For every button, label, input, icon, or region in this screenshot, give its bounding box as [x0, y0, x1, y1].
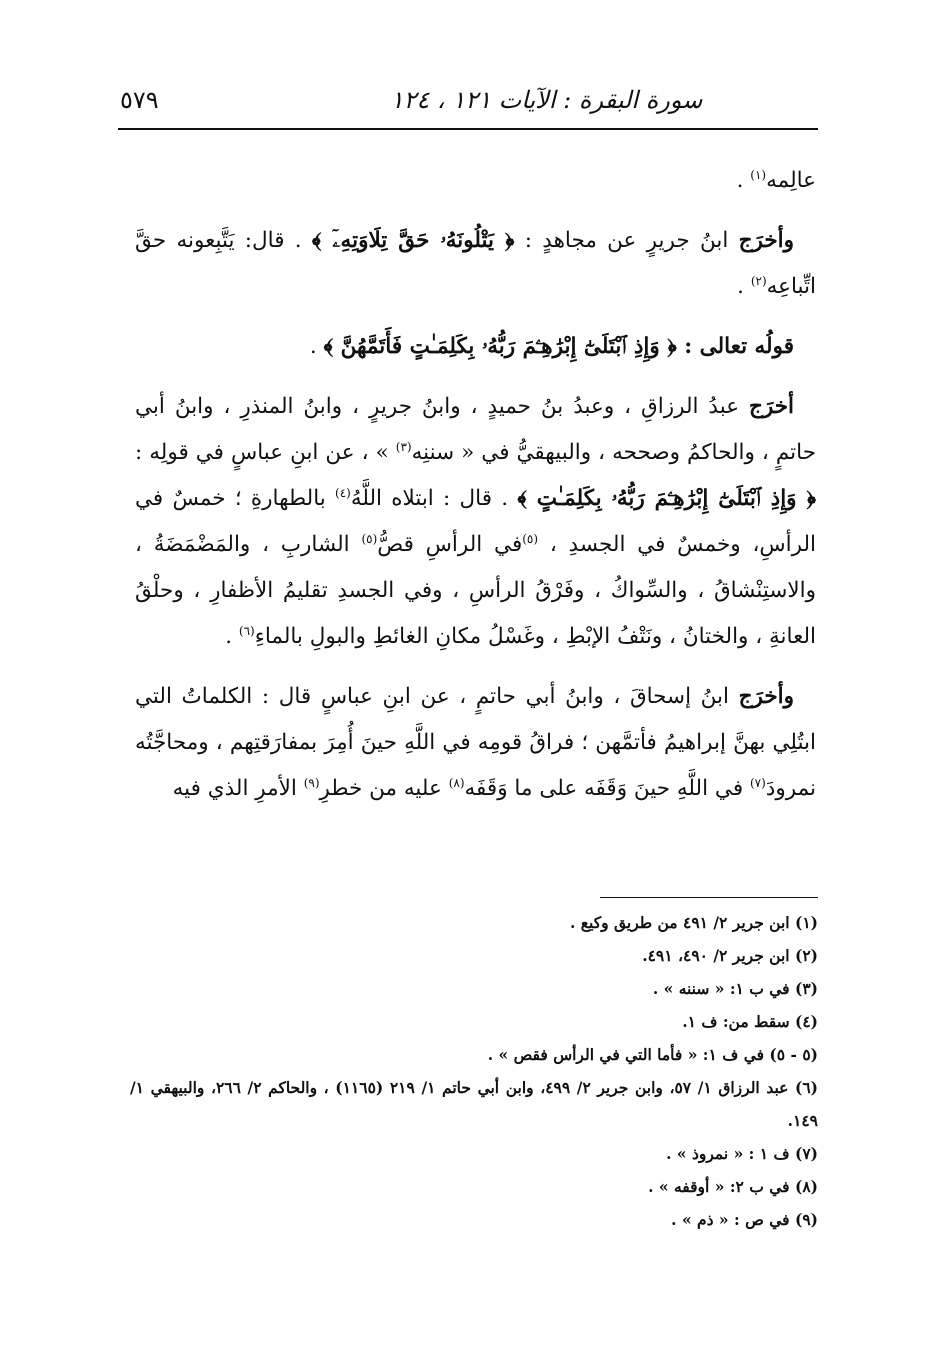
paragraph-text: . قال: يَتَّبِعونه حقَّ اتِّباعِه: [135, 228, 816, 299]
running-title: سورة البقرة : الآيات ١٢١ ، ١٢٤: [390, 86, 703, 114]
quran-quote: ﴿ وَإِذِ ٱبْتَلَىٰٓ إِبْرَٰهِـۧمَ رَبُّهُۥ بِكَلِمَـٰتٍ فَأَتَمَّهُنَّ ﴾: [323, 334, 677, 359]
paragraph-verse-heading: [135, 324, 816, 370]
paragraph-text: . قال : ابتلاه اللَّهُ: [350, 486, 518, 511]
footnote-ref: (٥): [522, 531, 539, 546]
footnote-ref: (١): [750, 167, 767, 182]
paragraph-text: » ، عن ابنِ عباسٍ في قولِه :: [135, 440, 396, 465]
paragraph-lead: وأخرَج: [738, 228, 794, 253]
footnote-ref: (٧): [749, 775, 766, 790]
footnote-ref: (٥): [361, 531, 378, 546]
paragraph-end: .: [737, 274, 751, 299]
paragraph-text: عالِمه: [766, 168, 816, 193]
paragraph-text: بالطهارةِ ؛ خمسٌ في الرأسِ، وخمسٌ في الجسدِ ،: [135, 486, 816, 557]
footnote-9: (٩) في ص : « ذم » .: [671, 1210, 818, 1229]
paragraph-text: في اللَّهِ حينَ وَقَفَه على ما وَقَفَه: [464, 776, 750, 801]
footnote-6: (٦) عبد الرزاق ١/ ٥٧، وابن جرير ٢/ ٤٩٩، وابن أبي حاتم ١/ ٢١٩ (١١٦٥) ، والحاكم ٢/ ٢٦٦، والبيهقي ١/ ١٤٩.: [130, 1078, 818, 1130]
paragraph-text: عليه من خطرِ: [319, 776, 449, 801]
paragraph-continuation: [135, 158, 816, 204]
paragraph-ibn-abbas: [135, 384, 816, 660]
paragraph-ibn-ishaq: [135, 674, 816, 812]
quran-quote: ﴿ يَتْلُونَهُۥ حَقَّ تِلَاوَتِهِۦٓ ﴾: [311, 228, 515, 253]
footnote-5: (٥ - ٥) في ف ١: « فأما التي في الرأس فقص » .: [487, 1045, 818, 1064]
footnote-ref: (٩): [303, 775, 320, 790]
paragraph-text: في الرأسِ قصُّ: [377, 532, 523, 557]
footnote-8: (٨) في ب ٢: « أوقفه » .: [648, 1177, 818, 1196]
paragraph-end: .: [309, 334, 324, 359]
paragraph-text: الأمرِ الذي فيه: [172, 776, 304, 801]
page-header: [120, 82, 813, 122]
paragraph-end: .: [225, 624, 239, 649]
paragraph-lead: وأخرَج: [738, 684, 794, 709]
footnotes-rule: [600, 897, 818, 898]
footnote-4: (٤) سقط من: ف ١.: [682, 1012, 818, 1031]
footnote-ref: (٤): [335, 485, 351, 500]
footnote-3: (٣) في ب ١: « سننه » .: [652, 979, 818, 998]
quran-quote: ﴿ وَإِذِ ٱبْتَلَىٰٓ إِبْرَٰهِـۧمَ رَبُّهُۥ بِكَلِمَـٰتٍ ﴾: [517, 486, 816, 511]
footnote-2: (٢) ابن جرير ٢/ ٤٩٠، ٤٩١.: [642, 946, 818, 965]
paragraph-end: .: [736, 168, 751, 193]
footnote-ref: (٣): [395, 439, 412, 454]
page-number: ٥٧٩: [120, 86, 159, 114]
footnote-1: (١) ابن جرير ٢/ ٤٩١ من طريق وكيع .: [569, 913, 818, 932]
footnote-ref: (٨): [448, 775, 465, 790]
paragraph-text: الشاربِ ، والمَضْمَضَةُ ، والاستِنْشاقُ ، والسِّواكُ ، وفَرْقُ الرأسِ ، وفي الجسدِ تقليمُ الأظفارِ ، وحلْقُ العانةِ ، والختانُ ، ونَتْفُ الإبْطِ ، وغَسْلُ مكانِ الغائطِ والبولِ بالماءِ: [135, 532, 816, 649]
main-text: [135, 158, 816, 826]
paragraph-text: ابنُ جريرٍ عن مجاهدٍ :: [514, 228, 739, 253]
footnote-ref: (٢): [750, 273, 767, 288]
verse-heading-lead: قولُه تعالى :: [676, 334, 794, 359]
paragraph-text: ابنُ إسحاقَ ، وابنُ أبي حاتمٍ ، عن ابنِ عباسٍ قال : الكلماتُ التي ابتُلِي بهنَّ إبراهيمُ فأتمَّهن ؛ فراقُ قومِه في اللَّهِ حينَ أُمِرَ بمفارَقتِهم ، ومحاجَّتُه نمرودَ: [135, 684, 816, 801]
paragraph-text: عبدُ الرزاقِ ، وعبدُ بنُ حميدٍ ، وابنُ جريرٍ ، وابنُ المنذرِ ، وابنُ أبي حاتمٍ ، والحاكمُ وصححه ، والبيهقيُّ في « سننِه: [135, 394, 816, 465]
paragraph-mujahid: [135, 218, 816, 310]
footnote-7: (٧) ف ١ : « نمروذ » .: [666, 1144, 818, 1163]
header-rule: [118, 128, 818, 130]
footnotes: [130, 906, 818, 1236]
paragraph-lead: أخرَج: [748, 394, 794, 419]
footnote-ref: (٦): [238, 623, 255, 638]
